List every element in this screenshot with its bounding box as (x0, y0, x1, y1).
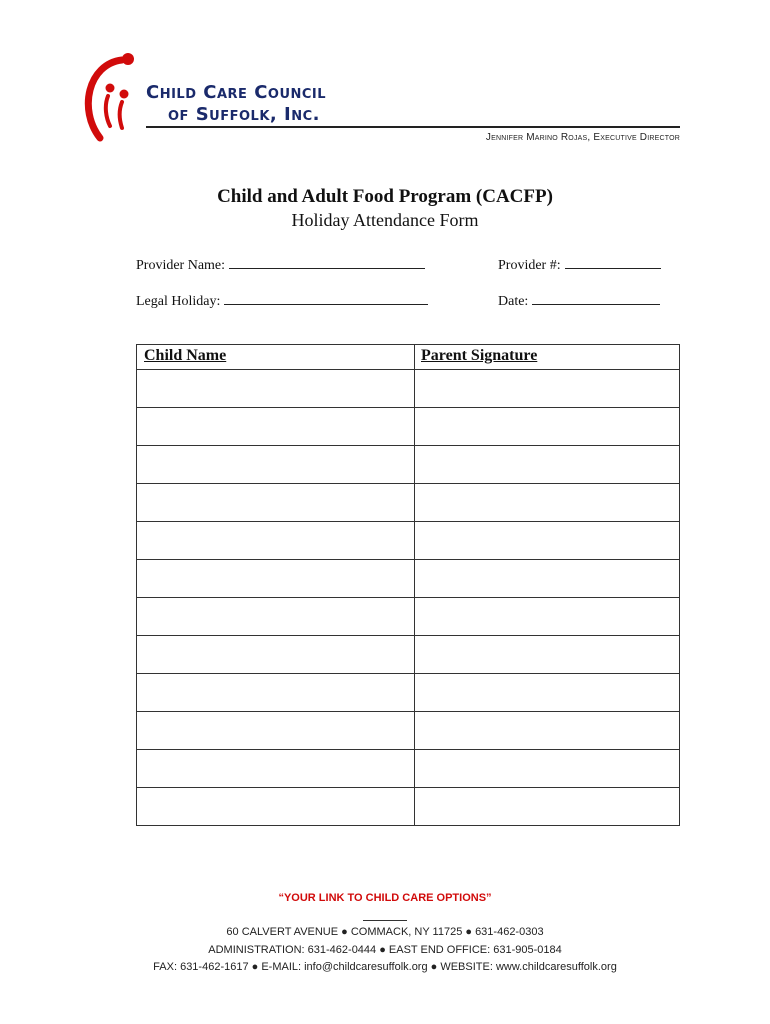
table-row (137, 408, 680, 446)
child-name-cell[interactable] (137, 636, 415, 674)
parent-signature-cell[interactable] (415, 408, 680, 446)
table-row (137, 674, 680, 712)
footer-contact: FAX: 631-462-1617 ● E-MAIL: info@childcaresuffolk.org ● WEBSITE: www.childcaresuffolk.org (153, 961, 617, 973)
legal-holiday-field[interactable] (136, 292, 428, 310)
table-row (137, 522, 680, 560)
child-name-cell[interactable] (137, 674, 415, 712)
parent-signature-cell[interactable] (415, 484, 680, 522)
child-name-cell[interactable] (137, 446, 415, 484)
table-header-row (137, 345, 680, 370)
table-row (137, 636, 680, 674)
header-divider (146, 126, 680, 128)
child-name-cell[interactable] (137, 484, 415, 522)
legal-holiday-label: Legal Holiday: (136, 294, 221, 309)
parent-signature-cell[interactable] (415, 750, 680, 788)
table-row (137, 370, 680, 408)
child-name-cell[interactable] (137, 560, 415, 598)
table-row (137, 446, 680, 484)
org-name-line2: of Suffolk, Inc. (168, 104, 320, 125)
parent-signature-cell[interactable] (415, 636, 680, 674)
parent-signature-cell[interactable] (415, 370, 680, 408)
date-field[interactable] (498, 292, 660, 310)
parent-signature-cell[interactable] (415, 598, 680, 636)
child-name-header: Child Name (137, 345, 415, 370)
form-title: Child and Adult Food Program (CACFP) (217, 186, 553, 207)
table-row (137, 788, 680, 826)
child-name-cell[interactable] (137, 712, 415, 750)
form-subtitle: Holiday Attendance Form (291, 210, 479, 230)
provider-number-label: Provider #: (498, 258, 561, 273)
footer-address: 60 CALVERT AVENUE ● COMMACK, NY 11725 ● 631-462-0303 (226, 926, 544, 938)
parent-signature-cell[interactable] (415, 712, 680, 750)
date-label: Date: (498, 294, 529, 309)
parent-signature-header: Parent Signature (415, 345, 680, 370)
child-name-cell[interactable] (137, 788, 415, 826)
parent-signature-cell[interactable] (415, 674, 680, 712)
table-row (137, 750, 680, 788)
organization-name (146, 82, 326, 126)
attendance-table-body (137, 370, 680, 826)
child-name-cell[interactable] (137, 522, 415, 560)
executive-director: Jennifer Marino Rojas, Executive Director (485, 132, 680, 143)
parent-signature-cell[interactable] (415, 522, 680, 560)
child-name-cell[interactable] (137, 370, 415, 408)
org-name-line1: Child Care Council (146, 82, 327, 103)
parent-signature-cell[interactable] (415, 788, 680, 826)
child-name-cell[interactable] (137, 750, 415, 788)
table-row (137, 598, 680, 636)
attendance-table (136, 344, 680, 826)
table-row (137, 560, 680, 598)
table-row (137, 712, 680, 750)
child-name-cell[interactable] (137, 598, 415, 636)
date-blank[interactable] (532, 292, 660, 305)
legal-holiday-blank[interactable] (224, 292, 428, 305)
council-logo (78, 50, 138, 145)
provider-name-label: Provider Name: (136, 258, 226, 273)
table-row (137, 484, 680, 522)
provider-number-blank[interactable] (565, 256, 661, 269)
footer-admin-phones: ADMINISTRATION: 631-462-0444 ● EAST END OFFICE: 631-905-0184 (208, 944, 562, 956)
tagline: “YOUR LINK TO CHILD CARE OPTIONS” (278, 892, 492, 904)
provider-name-blank[interactable] (229, 256, 425, 269)
child-name-cell[interactable] (137, 408, 415, 446)
provider-number-field[interactable] (498, 256, 661, 274)
provider-name-field[interactable] (136, 256, 425, 274)
footer-divider (0, 912, 770, 924)
parent-signature-cell[interactable] (415, 560, 680, 598)
parent-signature-cell[interactable] (415, 446, 680, 484)
